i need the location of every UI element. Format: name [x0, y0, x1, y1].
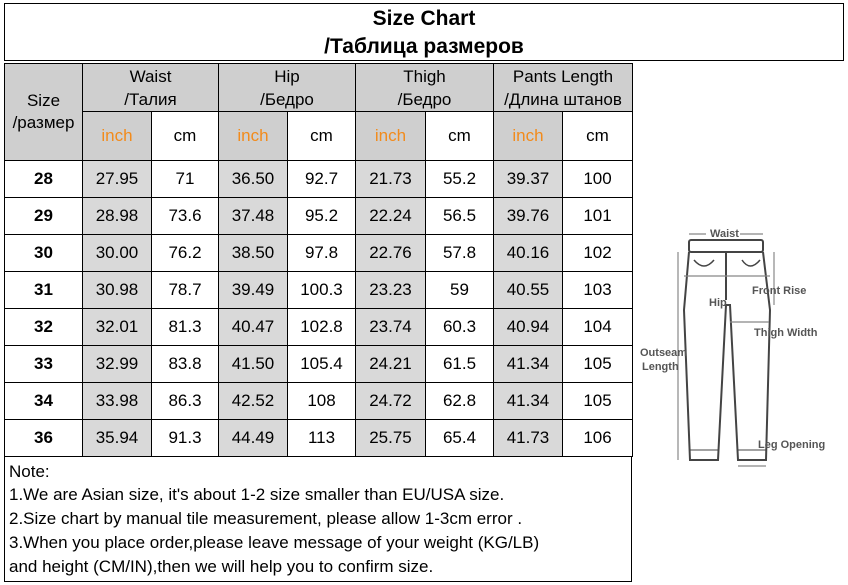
thigh-inch-cell: 23.74 — [356, 309, 426, 346]
waist-inch-cell: 32.01 — [83, 309, 152, 346]
thigh-header — [356, 64, 494, 112]
thigh-header-en: Thigh — [403, 66, 446, 86]
table-row — [5, 346, 633, 383]
waist-inch-cell: 33.98 — [83, 383, 152, 420]
thigh-inch-cell: 22.24 — [356, 198, 426, 235]
waist-cm-cell: 73.6 — [152, 198, 219, 235]
waist-header-ru: /Талия — [124, 89, 177, 109]
pants-length-header-ru: /Длина штанов — [504, 89, 622, 109]
front-rise-label: Front Rise — [752, 285, 807, 297]
thigh-cm-cell: 60.3 — [426, 309, 494, 346]
waist-inch-cell: 30.98 — [83, 272, 152, 309]
thigh-cm-cell: 56.5 — [426, 198, 494, 235]
hip-inch-cell: 36.50 — [219, 161, 288, 198]
length-cm-cell: 102 — [563, 235, 633, 272]
length-cm-cell: 103 — [563, 272, 633, 309]
thigh-inch-cell: 24.72 — [356, 383, 426, 420]
waist-label: Waist — [710, 228, 739, 240]
pants-length-header — [494, 64, 633, 112]
waist-cm-cell: 71 — [152, 161, 219, 198]
hip-cm-cell: 95.2 — [288, 198, 356, 235]
thigh-inch-cell: 25.75 — [356, 420, 426, 457]
waist-inch-cell: 30.00 — [83, 235, 152, 272]
unit-cm-header: cm — [152, 112, 219, 161]
unit-cm-header: cm — [426, 112, 494, 161]
chart-title-russian: /Таблица размеров — [324, 35, 524, 58]
table-row — [5, 272, 633, 309]
hip-cm-cell: 100.3 — [288, 272, 356, 309]
length-inch-cell: 41.73 — [494, 420, 563, 457]
thigh-cm-cell: 62.8 — [426, 383, 494, 420]
size-cell: 36 — [5, 420, 83, 457]
length-inch-cell: 41.34 — [494, 383, 563, 420]
waist-cm-cell: 83.8 — [152, 346, 219, 383]
notes-box — [4, 456, 632, 582]
size-cell: 29 — [5, 198, 83, 235]
thigh-cm-cell: 59 — [426, 272, 494, 309]
length-cm-cell: 104 — [563, 309, 633, 346]
thigh-cm-cell: 57.8 — [426, 235, 494, 272]
hip-cm-cell: 92.7 — [288, 161, 356, 198]
pants-measurement-diagram — [634, 210, 834, 472]
table-row — [5, 420, 633, 457]
waist-cm-cell: 91.3 — [152, 420, 219, 457]
thigh-inch-cell: 23.23 — [356, 272, 426, 309]
length-inch-cell: 40.94 — [494, 309, 563, 346]
unit-inch-header: inch — [494, 112, 563, 161]
note-line-3-cont: and height (CM/IN),then we will help you to confirm size. — [9, 557, 434, 576]
size-cell: 32 — [5, 309, 83, 346]
note-line-1: 1.We are Asian size, it's about 1-2 size smaller than EU/USA size. — [9, 485, 505, 504]
size-cell: 28 — [5, 161, 83, 198]
length-cm-cell: 105 — [563, 383, 633, 420]
thigh-cm-cell: 61.5 — [426, 346, 494, 383]
thigh-inch-cell: 24.21 — [356, 346, 426, 383]
length-cm-cell: 100 — [563, 161, 633, 198]
size-cell: 30 — [5, 235, 83, 272]
table-row — [5, 309, 633, 346]
hip-inch-cell: 38.50 — [219, 235, 288, 272]
hip-cm-cell: 102.8 — [288, 309, 356, 346]
unit-inch-header: inch — [356, 112, 426, 161]
length-cm-cell: 105 — [563, 346, 633, 383]
hip-label: Hip — [709, 297, 727, 309]
outseam-label: Outseam — [640, 347, 688, 359]
thigh-header-ru: /Бедро — [397, 89, 452, 109]
hip-cm-cell: 97.8 — [288, 235, 356, 272]
leg-opening-label: Leg Opening — [758, 439, 826, 451]
waist-cm-cell: 81.3 — [152, 309, 219, 346]
length-cm-cell: 101 — [563, 198, 633, 235]
hip-cm-cell: 108 — [288, 383, 356, 420]
hip-inch-cell: 41.50 — [219, 346, 288, 383]
unit-cm-header: cm — [563, 112, 633, 161]
length-inch-cell: 41.34 — [494, 346, 563, 383]
size-header-en: Size — [26, 91, 61, 110]
waist-header — [83, 64, 219, 112]
size-cell: 34 — [5, 383, 83, 420]
thigh-inch-cell: 21.73 — [356, 161, 426, 198]
notes-heading: Note: — [9, 462, 50, 481]
thigh-inch-cell: 22.76 — [356, 235, 426, 272]
pants-length-header-en: Pants Length — [512, 66, 614, 86]
waist-inch-cell: 32.99 — [83, 346, 152, 383]
note-line-3: 3.When you place order,please leave message of your weight (KG/LB) — [9, 533, 540, 552]
hip-inch-cell: 39.49 — [219, 272, 288, 309]
waist-inch-cell: 35.94 — [83, 420, 152, 457]
waist-cm-cell: 76.2 — [152, 235, 219, 272]
table-row — [5, 235, 633, 272]
unit-cm-header: cm — [288, 112, 356, 161]
waist-inch-cell: 28.98 — [83, 198, 152, 235]
table-row — [5, 161, 633, 198]
waist-cm-cell: 86.3 — [152, 383, 219, 420]
table-row — [5, 198, 633, 235]
length-inch-cell: 40.16 — [494, 235, 563, 272]
pants-outline-icon — [684, 240, 770, 460]
hip-inch-cell: 40.47 — [219, 309, 288, 346]
hip-header — [219, 64, 356, 112]
hip-inch-cell: 42.52 — [219, 383, 288, 420]
table-row — [5, 383, 633, 420]
size-header — [5, 64, 83, 161]
waist-header-en: Waist — [129, 66, 172, 86]
waist-inch-cell: 27.95 — [83, 161, 152, 198]
length-inch-cell: 40.55 — [494, 272, 563, 309]
hip-header-en: Hip — [274, 66, 300, 86]
hip-cm-cell: 105.4 — [288, 346, 356, 383]
hip-inch-cell: 44.49 — [219, 420, 288, 457]
thigh-width-label: Thigh Width — [754, 327, 818, 339]
thigh-cm-cell: 55.2 — [426, 161, 494, 198]
size-cell: 33 — [5, 346, 83, 383]
length-inch-cell: 39.76 — [494, 198, 563, 235]
hip-header-ru: /Бедро — [260, 89, 314, 109]
chart-title: Size Chart — [372, 7, 476, 30]
outseam-label-2: Length — [642, 361, 679, 373]
note-line-2: 2.Size chart by manual tile measurement, please allow 1-3cm error . — [9, 509, 523, 528]
title-box — [4, 3, 844, 61]
unit-inch-header: inch — [83, 112, 152, 161]
unit-inch-header: inch — [219, 112, 288, 161]
length-cm-cell: 106 — [563, 420, 633, 457]
size-cell: 31 — [5, 272, 83, 309]
size-header-ru: /размер — [12, 113, 75, 132]
hip-inch-cell: 37.48 — [219, 198, 288, 235]
waist-cm-cell: 78.7 — [152, 272, 219, 309]
hip-cm-cell: 113 — [288, 420, 356, 457]
thigh-cm-cell: 65.4 — [426, 420, 494, 457]
length-inch-cell: 39.37 — [494, 161, 563, 198]
size-table — [4, 63, 633, 457]
